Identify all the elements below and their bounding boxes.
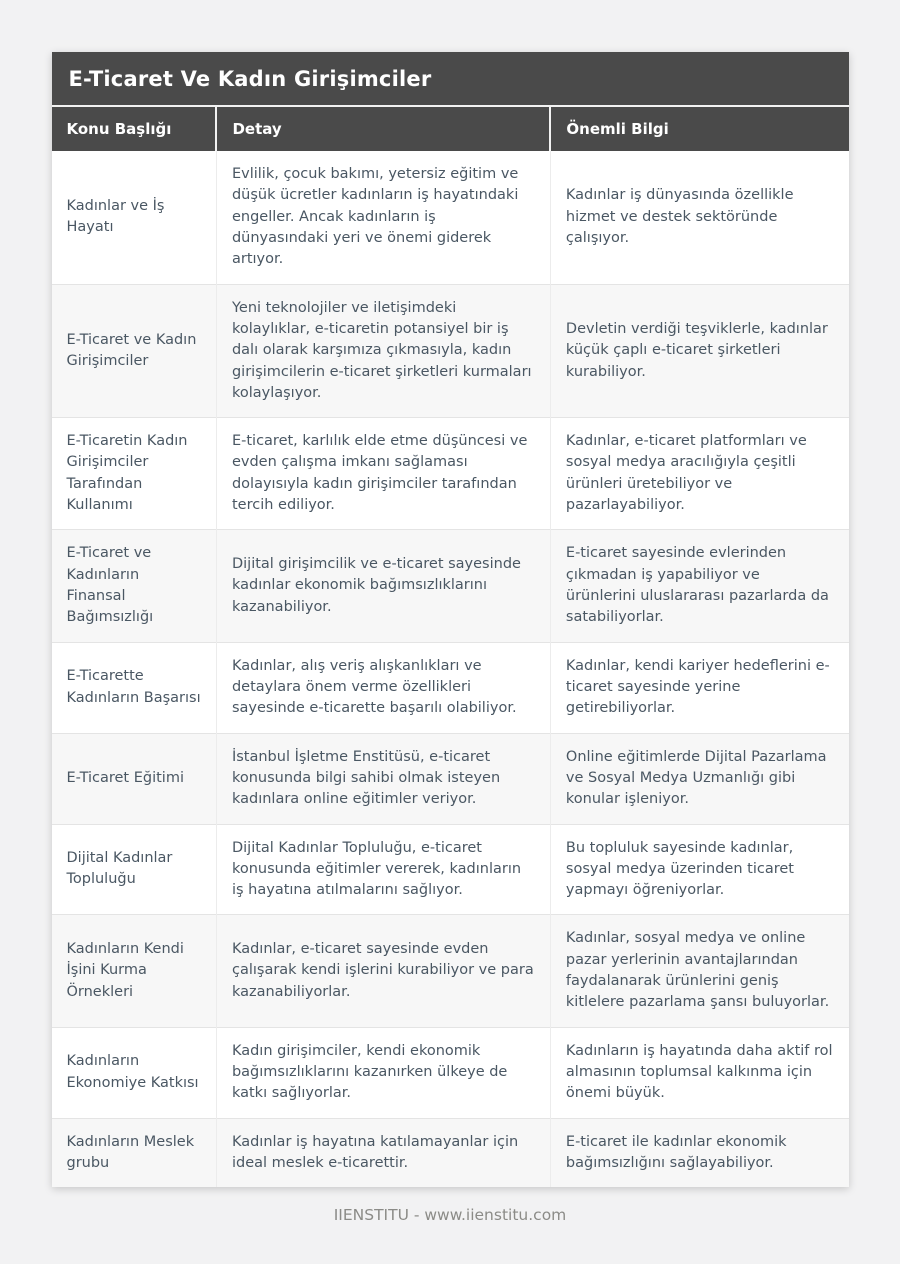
row-info-cell: Kadınların iş hayatında daha aktif rol almasının toplumsal kalkınma için önemi büyük.	[550, 1027, 848, 1118]
row-info-cell: Online eğitimlerde Dijital Pazarlama ve Sosyal Medya Uzmanlığı gibi konular işleniyor.	[550, 733, 848, 824]
row-info-cell: Kadınlar, sosyal medya ve online pazar yerlerinin avantajlarından faydalanarak ürünlerini geniş kitlelere pazarlama şansı buluyorlar.	[550, 915, 848, 1027]
column-header-info: Önemli Bilgi	[550, 107, 848, 151]
table-header	[52, 107, 849, 151]
table-body	[52, 151, 849, 1187]
table-row	[52, 824, 849, 915]
table-row	[52, 733, 849, 824]
row-detail-cell: E-ticaret, karlılık elde etme düşüncesi ve evden çalışma imkanı sağlaması dolayısıyla kadın girişimciler tarafından tercih ediliyor.	[216, 418, 550, 530]
row-topic-cell: E-Ticaret ve Kadın Girişimciler	[52, 284, 217, 418]
row-info-cell: Devletin verdiği teşviklerle, kadınlar küçük çaplı e-ticaret şirketleri kurabiliyor.	[550, 284, 848, 418]
table-row	[52, 418, 849, 530]
table-header-row	[52, 107, 849, 151]
row-topic-cell: E-Ticaret Eğitimi	[52, 733, 217, 824]
row-detail-cell: Dijital Kadınlar Topluluğu, e-ticaret konusunda eğitimler vererek, kadınların iş hayatına atılmalarını sağlıyor.	[216, 824, 550, 915]
table-row	[52, 284, 849, 418]
row-topic-cell: E-Ticarette Kadınların Başarısı	[52, 642, 217, 733]
row-topic-cell: E-Ticaretin Kadın Girişimciler Tarafından Kullanımı	[52, 418, 217, 530]
row-info-cell: Kadınlar iş dünyasında özellikle hizmet ve destek sektöründe çalışıyor.	[550, 151, 848, 284]
row-topic-cell: Kadınların Meslek grubu	[52, 1118, 217, 1187]
table-row	[52, 530, 849, 642]
table-row	[52, 151, 849, 284]
row-topic-cell: E-Ticaret ve Kadınların Finansal Bağımsızlığı	[52, 530, 217, 642]
table-row	[52, 1027, 849, 1118]
row-topic-cell: Dijital Kadınlar Topluluğu	[52, 824, 217, 915]
footer-credit: IIENSTITU - www.iienstitu.com	[333, 1206, 567, 1225]
row-detail-cell: Kadınlar, alış veriş alışkanlıkları ve detaylara önem verme özellikleri sayesinde e-ticarette başarılı olabiliyor.	[216, 642, 550, 733]
row-info-cell: E-ticaret ile kadınlar ekonomik bağımsızlığını sağlayabiliyor.	[550, 1118, 848, 1187]
row-topic-cell: Kadınların Ekonomiye Katkısı	[52, 1027, 217, 1118]
row-detail-cell: Kadın girişimciler, kendi ekonomik bağımsızlıklarını kazanırken ülkeye de katkı sağlıyorlar.	[216, 1027, 550, 1118]
column-header-topic: Konu Başlığı	[52, 107, 217, 151]
table-row	[52, 915, 849, 1027]
row-topic-cell: Kadınların Kendi İşini Kurma Örnekleri	[52, 915, 217, 1027]
row-detail-cell: Kadınlar, e-ticaret sayesinde evden çalışarak kendi işlerini kurabiliyor ve para kazanabiliyorlar.	[216, 915, 550, 1027]
row-info-cell: Kadınlar, e-ticaret platformları ve sosyal medya aracılığıyla çeşitli ürünleri üretebiliyor ve pazarlayabiliyor.	[550, 418, 848, 530]
row-detail-cell: Dijital girişimcilik ve e-ticaret sayesinde kadınlar ekonomik bağımsızlıklarını kazanabiliyor.	[216, 530, 550, 642]
row-detail-cell: İstanbul İşletme Enstitüsü, e-ticaret konusunda bilgi sahibi olmak isteyen kadınlara online eğitimler veriyor.	[216, 733, 550, 824]
column-header-detail: Detay	[216, 107, 550, 151]
table-row	[52, 1118, 849, 1187]
row-info-cell: E-ticaret sayesinde evlerinden çıkmadan iş yapabiliyor ve ürünlerini uluslararası pazarlarda da satabiliyorlar.	[550, 530, 848, 642]
row-detail-cell: Kadınlar iş hayatına katılamayanlar için ideal meslek e-ticarettir.	[216, 1118, 550, 1187]
row-detail-cell: Yeni teknolojiler ve iletişimdeki kolaylıklar, e-ticaretin potansiyel bir iş dalı olarak karşımıza çıkmasıyla, kadın girişimcilerin e-ticaret şirketleri kurmaları kolaylaşıyor.	[216, 284, 550, 418]
table-row	[52, 642, 849, 733]
row-detail-cell: Evlilik, çocuk bakımı, yetersiz eğitim ve düşük ücretler kadınların iş hayatındaki engeller. Ancak kadınların iş dünyasındaki yeri ve önemi giderek artıyor.	[216, 151, 550, 284]
content-table	[52, 107, 849, 1187]
page-title: E-Ticaret Ve Kadın Girişimciler	[52, 52, 849, 107]
row-info-cell: Bu topluluk sayesinde kadınlar, sosyal medya üzerinden ticaret yapmayı öğreniyorlar.	[550, 824, 848, 915]
content-card	[52, 52, 849, 1187]
row-info-cell: Kadınlar, kendi kariyer hedeflerini e-ticaret sayesinde yerine getirebiliyorlar.	[550, 642, 848, 733]
row-topic-cell: Kadınlar ve İş Hayatı	[66, 197, 165, 236]
